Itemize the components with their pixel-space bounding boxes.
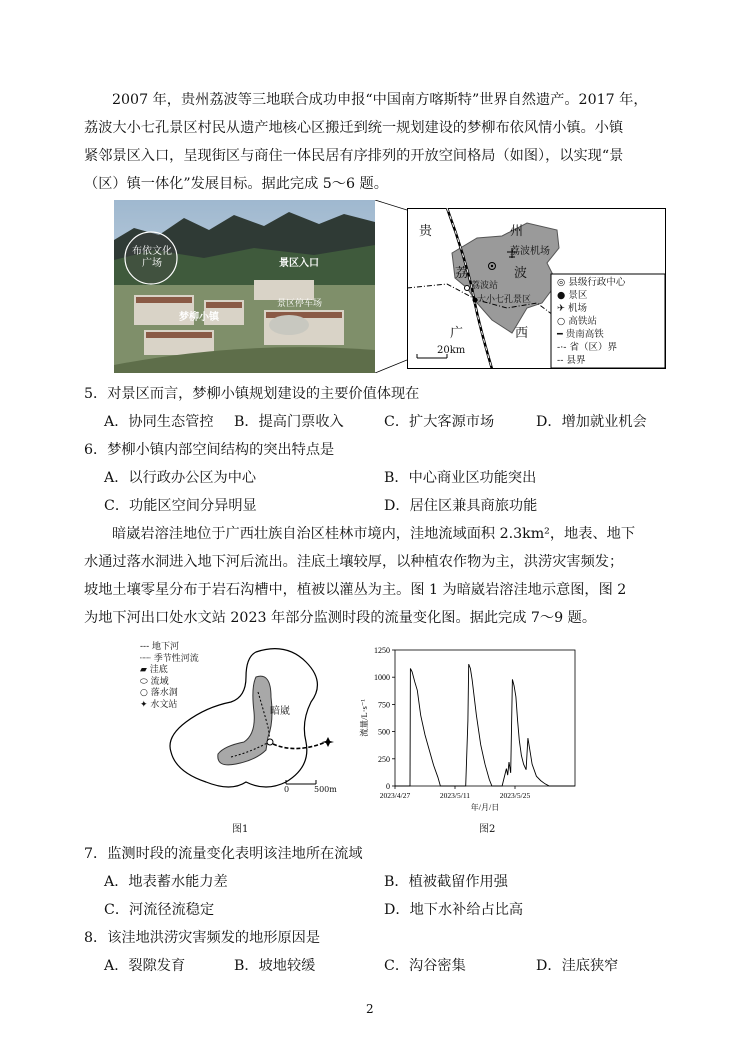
- page-number: 2: [366, 1002, 374, 1016]
- question-6-stem: 6．梦柳小镇内部空间结构的突出特点是: [84, 442, 335, 458]
- province-border-icon: -·-: [557, 342, 570, 353]
- fig1-scale-label: 500m: [314, 785, 337, 794]
- y-tick-label: 0: [386, 782, 390, 791]
- airport-icon: ✈: [557, 303, 568, 314]
- q7-option-b: B．植被截留作用强: [384, 874, 508, 890]
- legend-basin: ⬭ 流域: [140, 676, 169, 687]
- fig1-scale-zero: 0: [284, 785, 290, 794]
- legend-underground-river: ‐‐‐ 地下河: [140, 642, 179, 652]
- map-label-li: 荔: [455, 266, 469, 281]
- q5-option-c: C．扩大客源市场: [384, 414, 495, 430]
- station-icon: ○: [557, 316, 569, 327]
- y-tick-label: 1250: [374, 646, 390, 655]
- question-5-stem: 5．对景区而言，梦柳小镇规划建设的主要价值体现在: [84, 386, 420, 402]
- x-tick-label: 2023/5/11: [439, 791, 471, 800]
- legend-hsr-station: ○ 高铁站: [557, 316, 597, 327]
- legend-airport: ✈ 机场: [557, 303, 587, 314]
- map-label-station: 荔波站: [471, 281, 499, 291]
- scenic-icon: ●: [557, 290, 569, 301]
- photo-connector: [375, 200, 407, 373]
- passage-1-line: 2007 年，贵州荔波等三地联合成功申报“中国南方喀斯特”世界自然遗产。2017 年，: [112, 92, 648, 108]
- map-scale-label: 20km: [437, 345, 466, 356]
- fig1-legend: [140, 642, 199, 711]
- legend-hydro-station: ✦ 水文站: [140, 699, 178, 710]
- legend-province-border: -·- 省（区）界: [557, 342, 617, 353]
- q8-option-c: C．沟谷密集: [384, 958, 466, 974]
- y-tick-label: 500: [378, 727, 390, 737]
- location-map: [407, 208, 666, 369]
- hydro-station-icon: ✦: [140, 699, 151, 710]
- question-8-stem: 8．该洼地洪涝灾害频发的地形原因是: [84, 930, 321, 946]
- photo-label-town: 梦柳小镇: [179, 312, 219, 323]
- q5-option-d: D．增加就业机会: [536, 414, 647, 430]
- seasonal-river-icon: ┈┈: [140, 653, 154, 664]
- town-aerial-photo: [114, 200, 375, 373]
- map-label-zhou: 州: [510, 224, 524, 239]
- q5-option-a: A．协同生态管控: [104, 414, 214, 430]
- passage-2: [84, 520, 670, 632]
- legend-scenic: ● 景区: [557, 290, 588, 301]
- underground-river-icon: ‐‐‐: [140, 642, 152, 652]
- q8-option-a: A．裂隙发育: [104, 958, 186, 974]
- passage-1: [84, 86, 670, 198]
- map-legend: [557, 276, 625, 367]
- q5-option-b: B．提高门票收入: [234, 414, 344, 430]
- map-label-gui: 贵: [419, 224, 433, 239]
- passage-2-line: 为地下河出口处水文站 2023 年部分监测时段的流量变化图。据此完成 7～9 题。: [84, 610, 597, 626]
- map-label-scenic: 大小七孔景区: [477, 295, 532, 305]
- fig2-caption: 图2: [479, 824, 496, 835]
- county-border-icon: --: [557, 355, 567, 366]
- q8-option-b: B．坡地较缓: [234, 958, 316, 974]
- passage-1-line: 荔波大小七孔景区村民从遗产地核心区搬迁到统一规划建设的梦柳布依风情小镇。小镇: [84, 120, 624, 136]
- map-label-xi: 西: [515, 326, 529, 341]
- q6-option-c: C．功能区空间分异明显: [104, 498, 257, 514]
- x-axis-label: 年/月/日: [470, 803, 500, 812]
- x-tick-label: 2023/4/27: [379, 791, 411, 800]
- photo-label-plaza: 布依文化广场: [132, 246, 172, 269]
- figure-2-flow-chart: [355, 642, 595, 835]
- county-center-icon: ◎: [557, 277, 569, 288]
- legend-county-center: ◎ 县级行政中心: [557, 277, 626, 288]
- q6-option-b: B．中心商业区功能突出: [384, 470, 537, 486]
- map-label-bo: 波: [514, 266, 528, 281]
- fig1-caption: 图1: [232, 824, 249, 835]
- q6-option-d: D．居住区兼具商旅功能: [384, 498, 538, 514]
- figure-1-depression-map: [136, 642, 356, 835]
- legend-sinkhole: ○ 落水洞: [140, 688, 178, 698]
- passage-2-line: 暗崴岩溶洼地位于广西壮族自治区桂林市境内，洼地流域面积 2.3km²，地表、地下: [112, 526, 636, 542]
- passage-2-line: 坡地土壤零星分布于岩石沟槽中，植被以灌丛为主。图 1 为暗崴岩溶洼地示意图，图 2: [84, 582, 627, 598]
- passage-2-line: 水通过落水洞进入地下河后流出。洼底土壤较厚，以种植农作物为主，洪涝灾害频发；: [84, 554, 624, 570]
- y-axis-label: 流量/L·s⁻¹: [359, 699, 369, 737]
- x-tick-label: 2023/5/25: [499, 791, 531, 800]
- map-label-airport: 荔波机场: [510, 246, 550, 257]
- y-tick-label: 250: [378, 754, 390, 764]
- q7-option-a: A．地表蓄水能力差: [104, 874, 228, 890]
- passage-1-line: （区）镇一体化”发展目标。据此完成 5～6 题。: [84, 176, 388, 192]
- legend-seasonal-river: ┈┈ 季节性河流: [140, 653, 199, 664]
- map-label-guang: 广: [450, 326, 464, 341]
- q7-option-d: D．地下水补给占比高: [384, 902, 524, 918]
- legend-depression-bottom: ▰ 洼底: [140, 665, 168, 675]
- series-line-flow: [395, 664, 575, 786]
- railway-icon: ━: [557, 329, 566, 340]
- q6-option-a: A．以行政办公区为中心: [104, 470, 257, 486]
- fig1-place-label: 暗崴: [270, 706, 290, 717]
- legend-railway: ━ 贵南高铁: [557, 329, 604, 340]
- legend-county-border: -- 县界: [557, 355, 586, 366]
- flow-chart-svg: [355, 642, 595, 818]
- question-7-stem: 7．监测时段的流量变化表明该洼地所在流域: [84, 846, 363, 862]
- basin-icon: ⬭: [140, 676, 151, 687]
- sinkhole-icon: ○: [140, 688, 151, 698]
- depression-bottom-icon: ▰: [140, 665, 150, 675]
- passage-1-line: 紧邻景区入口，呈现街区与商住一体民居有序排列的开放空间格局（如图），以实现“景: [84, 148, 624, 164]
- y-tick-label: 750: [378, 700, 390, 710]
- photo-label-parking: 景区停车场: [277, 299, 323, 309]
- y-tick-label: 1000: [374, 673, 390, 683]
- q8-option-d: D．洼底狭窄: [536, 958, 619, 974]
- q7-option-c: C．河流径流稳定: [104, 902, 215, 918]
- photo-label-entrance: 景区入口: [279, 258, 319, 269]
